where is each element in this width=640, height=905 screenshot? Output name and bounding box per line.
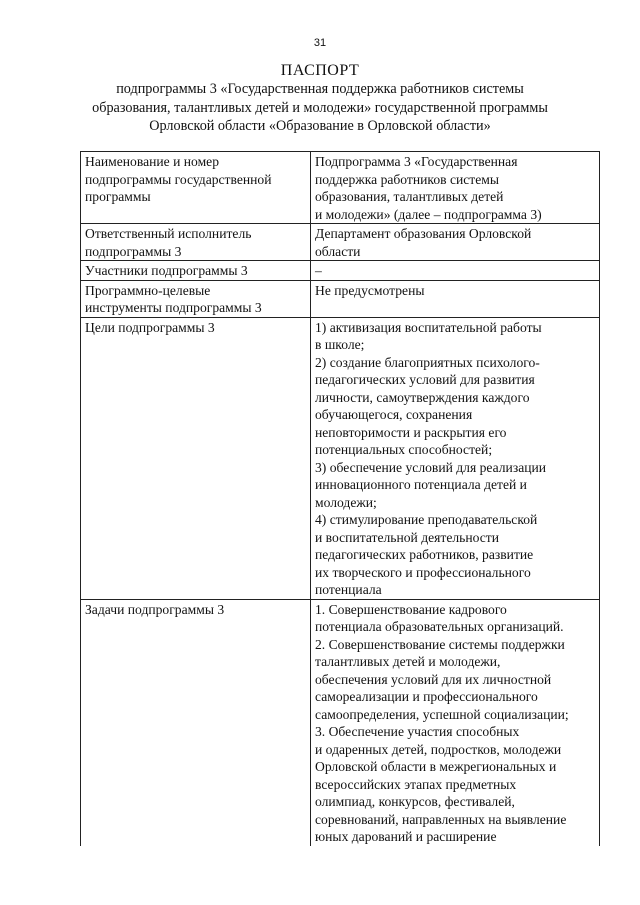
value-line: инновационного потенциала детей и [315,477,527,492]
subtitle-line: подпрограммы 3 «Государственная поддержка работников системы [116,81,524,97]
value-line: соревнований, направленных на выявление [315,811,567,827]
value-line: личности, самоутверждения каждого [315,389,530,405]
row-label-cell [81,152,311,224]
value-line: – [315,263,322,278]
value-line: 3. Обеспечение участия способных [315,724,520,739]
value-line: самоопределения, успешной социализации; [315,706,569,722]
value-line: 2) создание благоприятных психолого- [315,354,540,370]
value-line: неповторимости и раскрытия его [315,424,507,440]
value-line: молодежи; [315,494,377,510]
passport-table-body [81,152,600,846]
label-line: подпрограммы государственной [85,171,272,187]
value-line: 2. Совершенствование системы поддержки [315,636,565,652]
row-value-cell [311,261,600,281]
label-line: подпрограммы 3 [85,243,182,259]
value-line: 3) обеспечение условий для реализации [315,459,547,475]
table-row [81,224,600,261]
value-line: поддержка работников системы [315,171,499,187]
page-number: 31 [313,37,327,49]
label-line: Наименование и номер [85,154,220,169]
row-label-cell [81,317,311,599]
table-row [81,261,600,281]
row-value-cell [311,317,600,599]
table-row [81,317,600,599]
document-title: ПАСПОРТ [280,62,360,79]
value-line: потенциала [315,582,382,597]
passport-table [80,151,600,846]
value-line: Департамент образования Орловской [315,226,532,241]
value-line: Орловской области в межрегиональных и [315,759,557,774]
value-line: образования, талантливых детей [315,189,504,204]
row-label-cell [81,261,311,281]
value-line: 1. Совершенствование кадрового [315,601,507,617]
value-line: 4) стимулирование преподавательской [315,512,538,527]
value-line: обучающегося, сохранения [315,407,473,422]
value-line: самореализации и профессионального [315,689,538,704]
value-line: юных дарований и расширение [315,829,497,844]
table-row [81,152,600,224]
value-line: 1) активизация воспитательной работы [315,319,542,335]
value-line: педагогических условий для развития [315,372,535,387]
value-line: в школе; [315,337,365,352]
label-line: Программно-целевые [85,282,211,298]
value-line: и молодежи» (далее – подпрограмма 3) [315,206,542,222]
value-line: талантливых детей и молодежи, [315,654,501,669]
label-line: инструменты подпрограммы 3 [85,300,262,315]
label-line: Участники подпрограммы 3 [85,263,248,278]
row-value-cell [311,152,600,224]
table-row [81,599,600,846]
value-line: и одаренных детей, подростков, молодежи [315,741,562,757]
label-line: Цели подпрограммы 3 [85,319,215,335]
row-value-cell [311,280,600,317]
value-line: Не предусмотрены [315,282,425,298]
value-line: обеспечения условий для их личностной [315,671,552,687]
subtitle-line: образования, талантливых детей и молодежи» государственной программы [92,99,548,116]
label-line: Задачи подпрограммы 3 [85,601,225,617]
table-row [81,280,600,317]
row-label-cell [81,599,311,846]
value-line: их творческого и профессионального [315,564,531,580]
row-label-cell [81,224,311,261]
label-line: Ответственный исполнитель [85,226,252,241]
row-value-cell [311,224,600,261]
value-line: области [315,243,361,259]
subtitle-line: Орловской области «Образование в Орловской области» [149,118,491,134]
value-line: и воспитательной деятельности [315,529,500,545]
document-subtitle [78,80,562,136]
value-line: педагогических работников, развитие [315,547,534,562]
label-line: программы [85,189,151,204]
value-line: Подпрограмма 3 «Государственная [315,154,518,169]
value-line: олимпиад, конкурсов, фестивалей, [315,794,515,809]
row-value-cell [311,599,600,846]
value-line: всероссийских этапах предметных [315,776,517,792]
value-line: потенциальных способностей; [315,442,493,457]
value-line: потенциала образовательных организаций. [315,619,564,634]
row-label-cell [81,280,311,317]
